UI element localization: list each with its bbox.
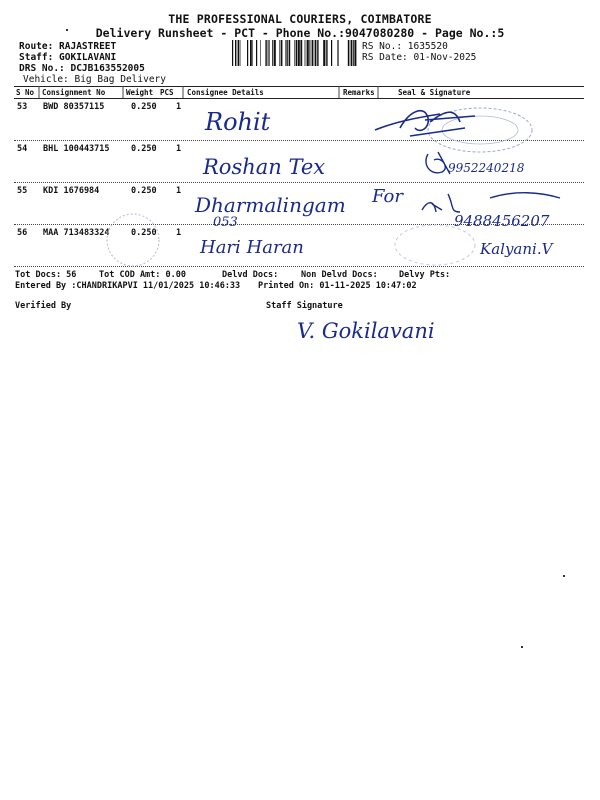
table-header-rule <box>14 98 584 99</box>
entered-by: Entered By :CHANDRIKAPVI 11/01/2025 10:46:33 <box>15 281 241 291</box>
consignee-hariharan: Hari Haran <box>200 237 304 258</box>
handwritten-consignee <box>203 148 333 182</box>
delivered-docs: Delvd Docs: <box>222 270 279 280</box>
company-title: THE PROFESSIONAL COURIERS, COIMBATORE <box>168 12 432 26</box>
col-weight: Weight <box>126 88 154 97</box>
col-remarks: Remarks <box>343 88 375 97</box>
row-divider <box>14 182 584 183</box>
staff-signature <box>295 308 465 348</box>
non-delivered-docs: Non Delvd Docs: <box>301 270 378 280</box>
runsheet-subtitle: Delivery Runsheet - PCT - Phone No.:9047080280 - Page No.:5 <box>95 26 505 40</box>
row-weight: 0.250 <box>131 186 157 196</box>
row-pcs: 1 <box>176 144 182 154</box>
row-pcs: 1 <box>176 186 182 196</box>
handwritten-consignee <box>195 188 345 228</box>
signature-row-55 <box>420 186 580 230</box>
seal-stamp <box>95 210 170 270</box>
barcode-image <box>232 40 357 66</box>
total-docs: Tot Docs: 56 <box>15 270 77 280</box>
row-sno: 56 <box>17 228 28 238</box>
consignee-extra: 053 <box>213 215 238 230</box>
row-weight: 0.250 <box>131 102 157 112</box>
row-pcs: 1 <box>176 102 182 112</box>
speck <box>563 575 565 577</box>
col-consignee: Consignee Details <box>187 88 264 97</box>
consignee-roshan: Roshan Tex <box>203 155 326 179</box>
total-cod: Tot COD Amt: 0.00 <box>99 270 186 280</box>
printed-on: Printed On: 01-11-2025 10:47:02 <box>258 281 417 291</box>
drs-number: DRS No.: DCJB163552005 <box>19 63 145 74</box>
signature-name: Kalyani.V <box>480 240 553 258</box>
staff-signature-handwriting: V. Gokilavani <box>297 319 435 343</box>
rs-date: RS Date: 01-Nov-2025 <box>362 52 477 63</box>
row-consignment: KDI 1676984 <box>43 186 100 196</box>
row-consignment: BWD 80357115 <box>43 102 105 112</box>
route-label: Route: RAJASTREET <box>19 41 117 52</box>
handwritten-consignee <box>200 232 330 262</box>
staff-signature-label: Staff Signature <box>266 301 343 311</box>
row-weight: 0.250 <box>131 228 157 238</box>
signature-row-56 <box>478 234 578 264</box>
row-consignment: MAA 713483324 <box>43 228 110 238</box>
col-pcs: PCS <box>160 88 174 97</box>
signature-phone: 9488456207 <box>454 212 550 230</box>
remarks-for: For <box>372 186 403 207</box>
verified-by: Verified By <box>15 301 72 311</box>
row-pcs: 1 <box>176 228 182 238</box>
speck <box>521 646 523 648</box>
row-consignment: BHL 100443715 <box>43 144 110 154</box>
col-consignment: Consignment No <box>42 88 106 97</box>
vehicle-label: Vehicle: Big Bag Delivery <box>23 74 166 85</box>
signature-row-54 <box>420 146 560 182</box>
delivery-points: Delvy Pts: <box>399 270 451 280</box>
row-weight: 0.250 <box>131 144 157 154</box>
row-sno: 55 <box>17 186 28 196</box>
row-sno: 54 <box>17 144 28 154</box>
speck <box>66 29 68 31</box>
row-sno: 53 <box>17 102 28 112</box>
handwritten-consignee <box>205 103 335 139</box>
consignee-dharmalingam: Dharmalingam <box>195 193 346 217</box>
staff-label: Staff: GOKILAVANI <box>19 52 117 63</box>
consignee-rohit: Rohit <box>205 108 271 136</box>
signature-phone: 9952240218 <box>448 161 525 175</box>
col-signature: Seal & Signature <box>398 88 471 97</box>
rs-number: RS No.: 1635520 <box>362 41 448 52</box>
col-sno: S No <box>16 88 35 97</box>
signature-row-53 <box>370 100 480 142</box>
